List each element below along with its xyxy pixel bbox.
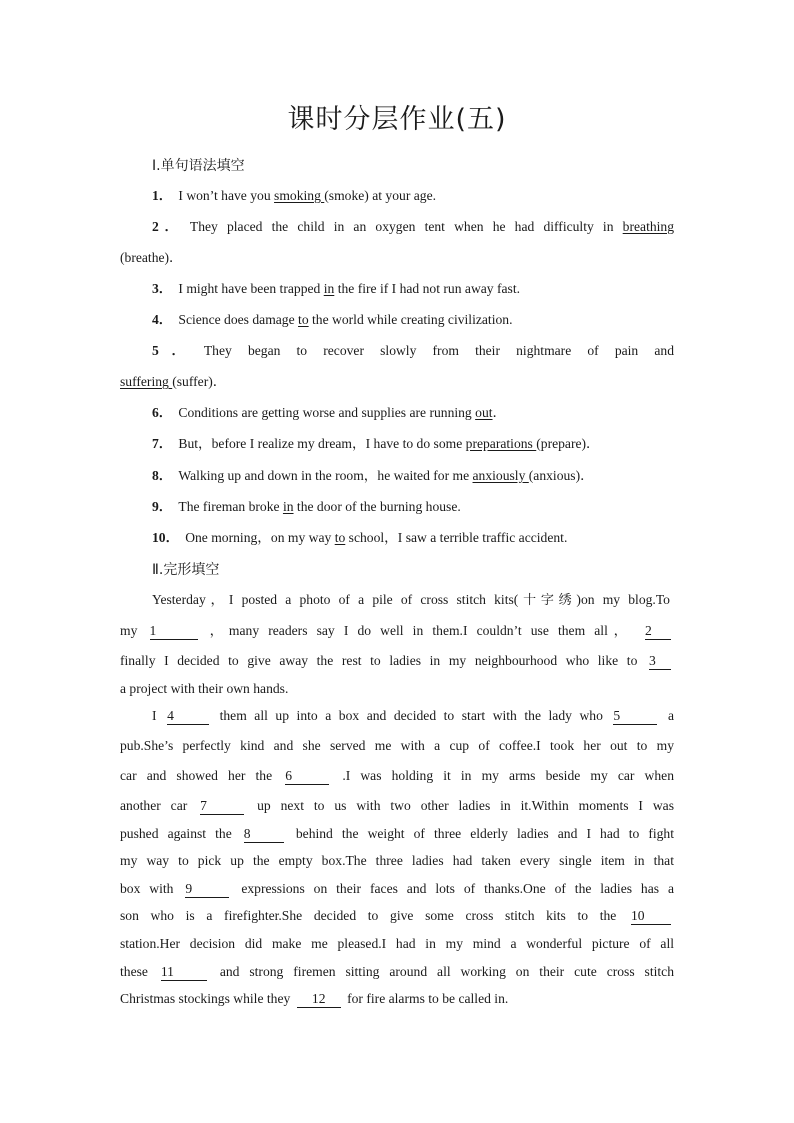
cloze-blank[interactable]: 8: [244, 826, 284, 843]
cloze-line: a project with their own hands.: [120, 681, 289, 696]
answer: breathing: [622, 219, 675, 234]
cloze-blank[interactable]: 7: [200, 798, 244, 815]
cloze-blank[interactable]: 10: [631, 908, 671, 925]
answer: to: [298, 312, 309, 327]
answer: suffering: [120, 374, 173, 389]
cloze-line: car and showed her the 6 .I was holding it in my arms beside my car when: [120, 768, 675, 783]
answer: smoking: [274, 188, 325, 203]
cloze-blank[interactable]: 11: [161, 964, 207, 981]
cloze-blank[interactable]: 4: [167, 708, 209, 725]
cloze-line: pushed against the 8 behind the weight of three elderly ladies and I had to fight: [120, 826, 674, 841]
cloze-blank[interactable]: 1: [150, 623, 198, 640]
cloze-line: my way to pick up the empty box.The three ladies had taken every single item in that: [120, 853, 674, 868]
cloze-line: pub.She’s perfectly kind and she served me with a cup of coffee.I took her out to my: [120, 738, 674, 753]
cloze-line: Yesterday，I posted a photo of a pile of cross stitch kits(十字绣)on my blog.To: [152, 592, 670, 608]
answer: anxiously: [472, 468, 529, 483]
cloze-blank[interactable]: 9: [185, 881, 229, 898]
answer: to: [334, 530, 346, 545]
cloze-line: these 11 and strong firemen sitting around all working on their cute cross stitch: [120, 964, 675, 979]
answer: in: [323, 281, 335, 296]
grammar-item-3: 3． I might have been trapped in the fire if I had not run away fast.: [152, 281, 521, 296]
cloze-line: another car 7 up next to us with two other ladies in it.Within moments I was: [120, 798, 674, 813]
grammar-item-2-cont: (breathe)．: [120, 250, 183, 265]
cloze-blank[interactable]: 3: [649, 653, 671, 670]
grammar-item-2: 2． They placed the child in an oxygen tent when he had difficulty in breathing: [152, 219, 675, 234]
grammar-item-1: 1． I won’t have you smoking (smoke) at your age.: [152, 188, 437, 203]
cloze-line: son who is a firefighter.She decided to give some cross stitch kits to the 10: [120, 907, 674, 925]
cloze-blank[interactable]: 6: [285, 768, 329, 785]
page-title: 课时分层作业(五): [287, 104, 507, 135]
grammar-item-5-cont: suffering (suffer)．: [120, 374, 227, 389]
cloze-blank[interactable]: 12: [297, 991, 341, 1008]
cloze-blank[interactable]: 5: [613, 708, 657, 725]
grammar-item-5: 5． They began to recover slowly from their nightmare of pain and: [152, 343, 674, 358]
cloze-line: Christmas stockings while they 12 for fire alarms to be called in.: [120, 991, 509, 1006]
grammar-item-6: 6． Conditions are getting worse and supplies are running out．: [152, 405, 507, 420]
section1-heading: Ⅰ.单句语法填空: [152, 158, 245, 174]
cloze-line: station.Her decision did make me pleased.I had in my mind a wonderful picture of all: [120, 936, 674, 951]
cloze-line: I 4 them all up into a box and decided to start with the lady who 5 a: [152, 708, 674, 723]
grammar-item-9: 9． The fireman broke in the door of the burning house.: [152, 499, 461, 514]
section2-heading: Ⅱ.完形填空: [152, 562, 220, 578]
grammar-item-4: 4． Science does damage to the world while creating civilization.: [152, 312, 513, 327]
cloze-line: box with 9 expressions on their faces and lots of thanks.One of the ladies has a: [120, 881, 674, 896]
grammar-item-8: 8． Walking up and down in the room，he waited for me anxiously (anxious)．: [152, 468, 594, 483]
cloze-line: finally I decided to give away the rest to ladies in my neighbourhood who like to 3: [120, 652, 674, 670]
grammar-item-7: 7． But，before I realize my dream，I have to do some preparations (prepare)．: [152, 436, 600, 451]
answer: in: [282, 499, 294, 514]
grammar-item-10: 10． One morning，on my way to school，I saw a terrible traffic accident.: [152, 530, 568, 545]
cloze-line: my 1 ，many readers say I do well in them.I couldn’t use them all， 2: [120, 622, 674, 640]
cloze-blank[interactable]: 2: [645, 623, 671, 640]
answer: out: [475, 405, 493, 420]
answer: preparations: [465, 436, 537, 451]
